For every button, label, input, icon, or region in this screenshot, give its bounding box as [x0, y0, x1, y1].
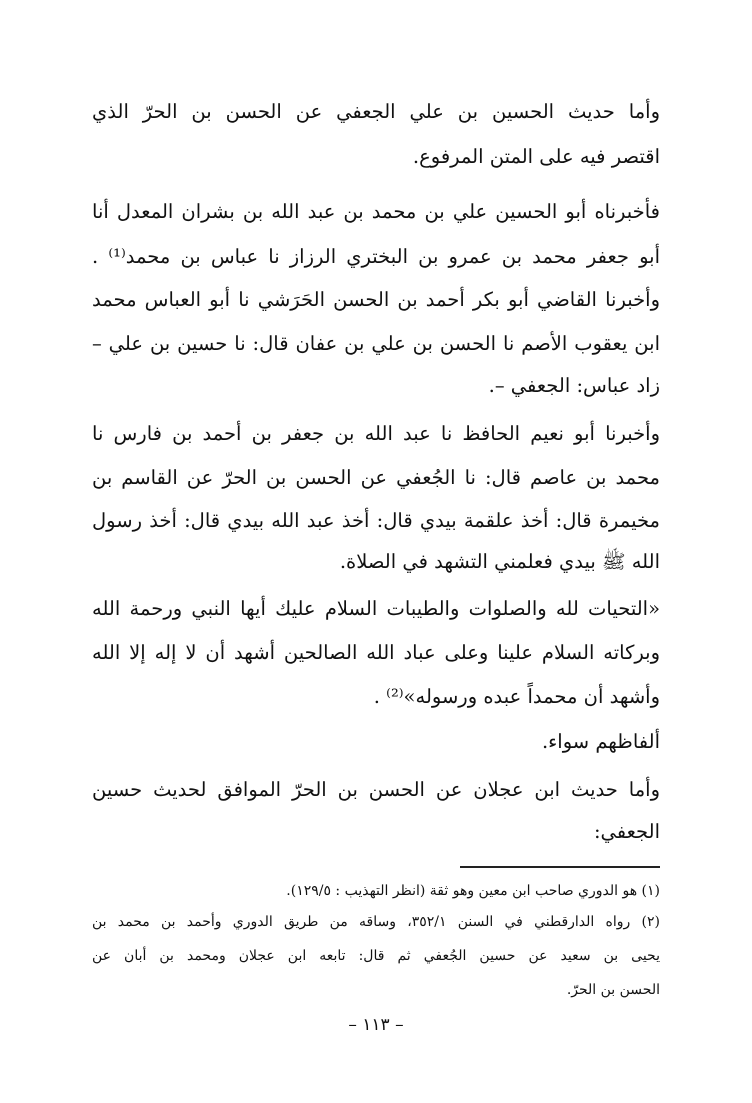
page-number: – ١١٣ –	[348, 1015, 404, 1035]
body-line: وأشهد أن محمداً عبده ورسوله»⁽²⁾ .	[373, 685, 660, 708]
body-line: اقتصر فيه على المتن المرفوع.	[412, 145, 660, 168]
body-line: «التحيات لله والصلوات والطيبات السلام عليك أيها النبي ورحمة الله	[92, 597, 660, 620]
body-line: الجعفي:	[593, 820, 660, 843]
body-line: زاد عباس: الجعفي –.	[488, 374, 660, 397]
body-line: وبركاته السلام علينا وعلى عباد الله الصالحين أشهد أن لا إله إلا الله	[92, 641, 660, 664]
body-line: وأما حديث الحسين بن علي الجعفي عن الحسن بن الحرّ الذي	[92, 100, 660, 123]
body-line: ابن يعقوب الأصم نا الحسن بن علي بن عفان قال: نا حسين بن علي –	[92, 332, 660, 355]
body-line: وأخبرنا القاضي أبو بكر أحمد بن الحسن الحَرَشي نا أبو العباس محمد	[92, 288, 660, 311]
footnote-line: (٢) رواه الدارقطني في السنن ٣٥٢/١، وساقه من طريق الدوري وأحمد بن محمد بن	[92, 914, 660, 930]
body-line: ألفاظهم سواء.	[541, 730, 660, 753]
body-line: أبو جعفر محمد بن عمرو بن البختري الرزاز نا عباس بن محمد⁽¹⁾ .	[92, 245, 661, 268]
footnote-line: يحيى بن سعيد عن حسين الجُعفي ثم قال: تابعه ابن عجلان ومحمد بن أبان عن	[92, 948, 660, 964]
body-line: مخيمرة قال: أخذ علقمة بيدي قال: أخذ عبد الله بيدي قال: أخذ رسول	[92, 509, 660, 532]
footnote-line: (١) هو الدوري صاحب ابن معين وهو ثقة (انظر التهذيب : ١٢٩/٥).	[286, 883, 660, 899]
body-line: الله ﷺ بيدي فعلمني التشهد في الصلاة.	[339, 550, 660, 573]
body-line: وأما حديث ابن عجلان عن الحسن بن الحرّ الموافق لحديث حسين	[92, 778, 660, 801]
footnote-line: الحسن بن الحرّ.	[566, 982, 660, 998]
footnote-divider	[460, 866, 660, 868]
body-line: وأخبرنا أبو نعيم الحافظ نا عبد الله بن جعفر بن أحمد بن فارس نا	[92, 422, 660, 445]
body-line: محمد بن عاصم قال: نا الجُعفي عن الحسن بن الحرّ عن القاسم بن	[92, 466, 660, 489]
body-line: فأخبرناه أبو الحسين علي بن محمد بن عبد الله بن بشران المعدل أنا	[92, 200, 660, 223]
